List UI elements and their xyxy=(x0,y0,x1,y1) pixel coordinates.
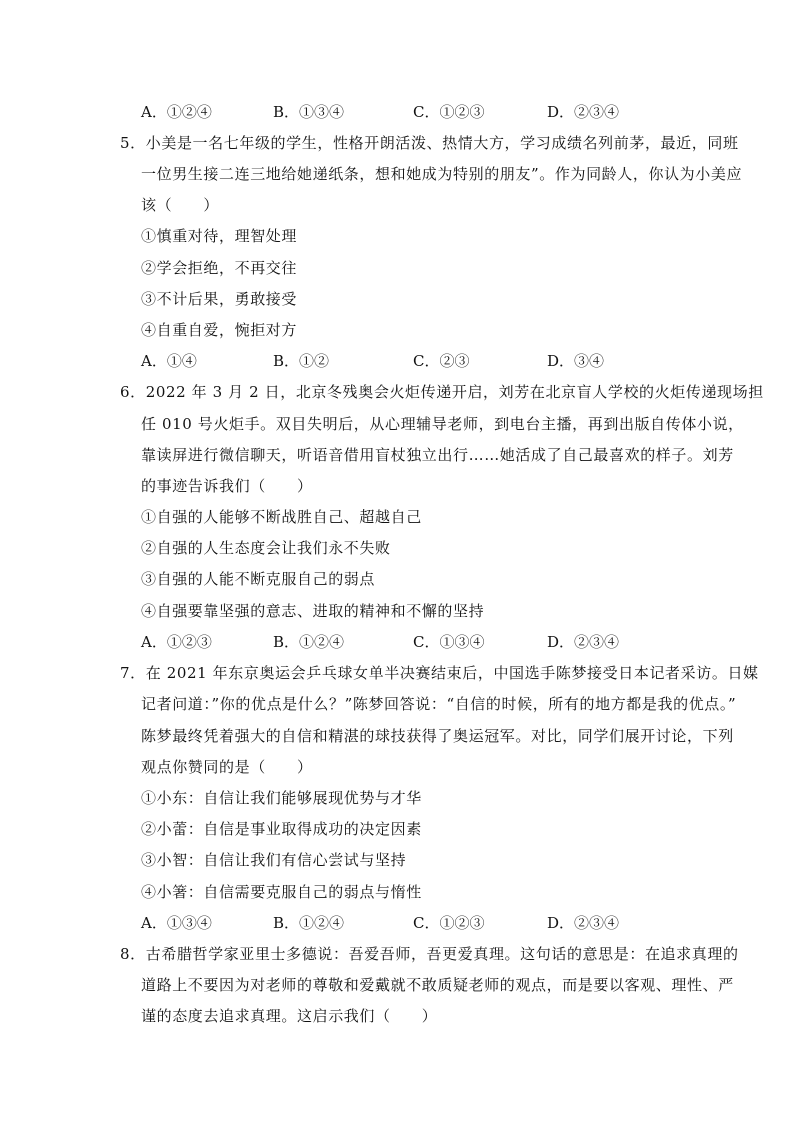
choice-c: C．①②③ xyxy=(413,103,485,121)
choice-c: C．①②③ xyxy=(413,914,485,932)
q5-option-2: ②学会拒绝，不再交往 xyxy=(141,259,298,277)
q5-stem-line-1: 5．小美是一名七年级的学生，性格开朗活泼、热情大方，学习成绩名列前茅，最近，同班 xyxy=(120,134,739,152)
q7-option-2: ②小蕾：自信是事业取得成功的决定因素 xyxy=(141,820,422,838)
choice-d: D．③④ xyxy=(547,352,605,370)
q6-stem-line-1: 6．2022 年 3 月 2 日，北京冬残奥会火炬传递开启，刘芳在北京盲人学校的火炬传递现场担 xyxy=(120,383,764,401)
q7-stem-line-2: 记者问道：”你的优点是什么？”陈梦回答说：“自信的时候，所有的地方都是我的优点。” xyxy=(141,695,737,713)
q7-stem-line-1: 7．在 2021 年东京奥运会乒乓球女单半决赛结束后，中国选手陈梦接受日本记者采访。日媒 xyxy=(120,664,759,682)
q6-stem-line-2: 任 010 号火炬手。双目失明后，从心理辅导老师，到电台主播，再到出版自传体小说， xyxy=(141,415,744,433)
q7-option-4: ④小箸：自信需要克服自己的弱点与惰性 xyxy=(141,883,422,901)
q5-option-3: ③不计后果，勇敢接受 xyxy=(141,290,298,308)
q6-option-4: ④自强要靠坚强的意志、进取的精神和不懈的坚持 xyxy=(141,602,485,620)
q6-choices xyxy=(141,632,661,652)
q5-stem-line-3: 该（ ） xyxy=(141,196,220,214)
choice-b: B．①②④ xyxy=(273,914,345,932)
q5-choices xyxy=(141,351,661,371)
q8-stem-line-2: 道路上不要因为对老师的尊敬和爱戴就不敢质疑老师的观点，而是要以客观、理性、严 xyxy=(141,976,734,994)
q8-stem-line-3: 谨的态度去追求真理。这启示我们（ ） xyxy=(141,1007,438,1025)
choice-b: B．①② xyxy=(273,352,330,370)
choice-b: B．①②④ xyxy=(273,633,345,651)
choice-b: B．①③④ xyxy=(273,103,345,121)
choice-a: A．①③④ xyxy=(141,914,212,932)
q6-option-1: ①自强的人能够不断战胜自己、超越自己 xyxy=(141,508,422,526)
choice-a: A．①④ xyxy=(141,352,197,370)
choice-c: C．②③ xyxy=(413,352,470,370)
q8-stem-line-1: 8．古希腊哲学家亚里士多德说：吾爱吾师，吾更爱真理。这句话的意思是：在追求真理的 xyxy=(120,945,739,963)
q6-stem-line-4: 的事迹告诉我们（ ） xyxy=(141,477,313,495)
q7-option-3: ③小智：自信让我们有信心尝试与坚持 xyxy=(141,851,407,869)
choice-c: C．①③④ xyxy=(413,633,485,651)
q7-stem-line-3: 陈梦最终凭着强大的自信和精湛的球技获得了奥运冠军。对比，同学们展开讨论，下列 xyxy=(141,727,734,745)
q7-option-1: ①小东：自信让我们能够展现优势与才华 xyxy=(141,789,422,807)
q4-choices xyxy=(141,102,661,122)
choice-d: D．②③④ xyxy=(547,103,620,121)
q6-option-2: ②自强的人生态度会让我们永不失败 xyxy=(141,539,391,557)
q7-choices xyxy=(141,913,661,933)
q6-stem-line-3: 靠读屏进行微信聊天，听语音借用盲杖独立出行……她活成了自己最喜欢的样子。刘芳 xyxy=(141,446,734,464)
choice-a: A．①②③ xyxy=(141,633,212,651)
q5-option-4: ④自重自爱，惋拒对方 xyxy=(141,321,298,339)
q5-option-1: ①慎重对待，理智处理 xyxy=(141,227,298,245)
choice-a: A．①②④ xyxy=(141,103,212,121)
choice-d: D．②③④ xyxy=(547,914,620,932)
q6-option-3: ③自强的人能不断克服自己的弱点 xyxy=(141,570,376,588)
choice-d: D．②③④ xyxy=(547,633,620,651)
q7-stem-line-4: 观点你赞同的是（ ） xyxy=(141,758,313,776)
q5-stem-line-2: 一位男生接二连三地给她递纸条，想和她成为特别的朋友”。作为同龄人，你认为小美应 xyxy=(141,165,743,183)
